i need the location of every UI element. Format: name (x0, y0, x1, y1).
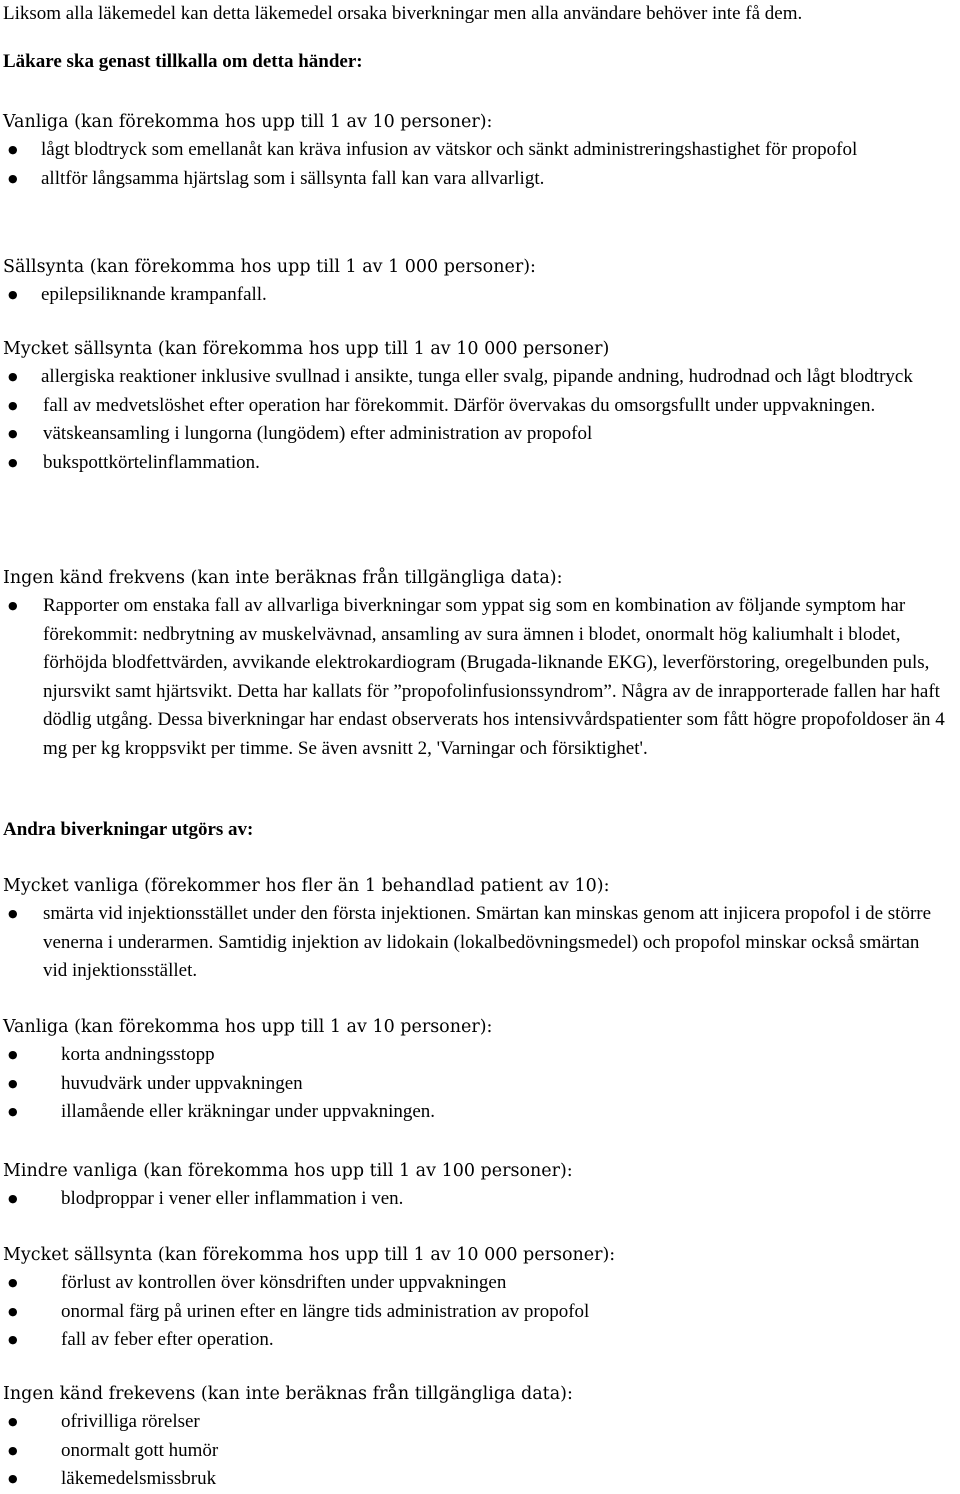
other-very-common-section (3, 872, 958, 986)
frequency-label: Mindre vanliga (kan förekomma hos upp till 1 av 100 personer): (3, 1161, 573, 1181)
list-item: ● allergiska reaktioner inklusive svullnad i ansikte, tunga eller svalg, pipande andning, hudrodnad och lågt blodtryck (3, 363, 958, 392)
list-item: ● lågt blodtryck som emellanåt kan kräva infusion av vätskor och sänkt administreringshastighet för propofol (3, 136, 958, 165)
list-item: ● fall av medvetslöshet efter operation har förekommit. Därför övervakas du omsorgsfullt under uppvakningen. (3, 392, 958, 421)
bullet-icon: ● (8, 1443, 18, 1457)
other-uncommon-section (3, 1157, 958, 1214)
bullet-icon: ● (8, 1192, 18, 1205)
list-item: ● Rapporter om enstaka fall av allvarliga biverkningar som yppat sig som en kombination av följande symptom har förekommit: nedbrytning av muskelvävnad, ansamling av sura ämnen i blodet, onormalt hög kaliumhalt i blodet, förhöjda blodfettvärden, avvikande elektrokardiogram (Brugada-liknande EKG), leverförstoring, oregelbunden puls, njursvikt samt hjärtsvikt. Detta har kallats för ”propofolinfusionssyndrom”. Några av de inrapporterade fallen har haft dödlig utgång. Dessa biverkningar har endast observerats hos intensivvårdspatienter som fått högre propofoldoser än 4 mg per kg kroppsvikt per timme. Se även avsnitt 2, 'Varningar och försiktighet'. (3, 592, 958, 763)
list-item: ● epilepsiliknande krampanfall. (3, 281, 958, 310)
list-item: ● onormalt gott humör (3, 1437, 958, 1466)
bullet-icon: ● (8, 171, 18, 185)
side-effect-list (3, 363, 958, 477)
serious-rare-section (3, 253, 958, 310)
frequency-label: Mycket sällsynta (kan förekomma hos upp till 1 av 10 000 personer) (3, 339, 610, 359)
side-effect-list (3, 136, 958, 193)
bullet-icon: ● (8, 1415, 18, 1428)
frequency-label: Mycket vanliga (förekommer hos fler än 1 behandlad patient av 10): (3, 876, 610, 896)
side-effect-list (3, 1269, 958, 1355)
bullet-icon: ● (8, 1048, 18, 1061)
intro-text: Liksom alla läkemedel kan detta läkemedel orsaka biverkningar men alla användare behöver inte få dem. (3, 3, 803, 24)
other-section (3, 816, 958, 844)
serious-section (3, 48, 958, 76)
bullet-icon: ● (8, 288, 18, 301)
serious-heading: Läkare ska genast tillkalla om detta händer: (3, 51, 363, 72)
bullet-icon: ● (8, 1276, 18, 1289)
bullet-icon: ● (8, 907, 18, 920)
list-item: ● blodproppar i vener eller inflammation i ven. (3, 1185, 958, 1214)
frequency-label: Sällsynta (kan förekomma hos upp till 1 av 1 000 personer): (3, 257, 536, 277)
frequency-label: Mycket sällsynta (kan förekomma hos upp till 1 av 10 000 personer): (3, 1245, 616, 1265)
bullet-icon: ● (8, 1304, 18, 1318)
serious-very-rare-section (3, 335, 958, 477)
list-item: ● smärta vid injektionsstället under den första injektionen. Smärtan kan minskas genom att injicera propofol i de större venerna i underarmen. Samtidig injektion av lidokain (lokalbedövningsmedel) och propofol minskar också smärtan vid injektionsstället. (3, 900, 958, 986)
side-effect-list (3, 281, 958, 310)
other-unknown-section (3, 1380, 958, 1494)
bullet-icon: ● (8, 1333, 18, 1346)
frequency-label: Vanliga (kan förekomma hos upp till 1 av 10 personer): (3, 1017, 493, 1037)
bullet-icon: ● (8, 455, 18, 469)
bullet-icon: ● (8, 599, 18, 612)
side-effect-list (3, 592, 958, 763)
frequency-label: Ingen känd frekvens (kan inte beräknas från tillgängliga data): (3, 568, 563, 588)
list-item: ● korta andningsstopp (3, 1041, 958, 1070)
list-item: ● läkemedelsmissbruk (3, 1465, 958, 1494)
list-item: ● huvudvärk under uppvakningen (3, 1070, 958, 1099)
bullet-icon: ● (8, 1076, 18, 1090)
bullet-icon: ● (8, 143, 18, 156)
list-item: ● förlust av kontrollen över könsdriften under uppvakningen (3, 1269, 958, 1298)
other-heading: Andra biverkningar utgörs av: (3, 819, 254, 840)
other-common-section (3, 1013, 958, 1127)
frequency-label: Vanliga (kan förekomma hos upp till 1 av 10 personer): (3, 112, 493, 132)
list-item: ● alltför långsamma hjärtslag som i sällsynta fall kan vara allvarligt. (3, 165, 958, 194)
side-effect-list (3, 1185, 958, 1214)
bullet-icon: ● (8, 398, 18, 412)
list-item: ● fall av feber efter operation. (3, 1326, 958, 1355)
list-item: ● ofrivilliga rörelser (3, 1408, 958, 1437)
serious-unknown-section (3, 564, 958, 763)
side-effect-list (3, 900, 958, 986)
list-item: ● onormal färg på urinen efter en längre tids administration av propofol (3, 1298, 958, 1327)
bullet-icon: ● (8, 1472, 18, 1485)
side-effect-list (3, 1041, 958, 1127)
list-item: ● bukspottkörtelinflammation. (3, 449, 958, 478)
list-item: ● illamående eller kräkningar under uppvakningen. (3, 1098, 958, 1127)
bullet-icon: ● (8, 427, 18, 440)
serious-common-section (3, 108, 958, 193)
frequency-label: Ingen känd frekevens (kan inte beräknas från tillgängliga data): (3, 1384, 573, 1404)
bullet-icon: ● (8, 370, 18, 383)
list-item: ● vätskeansamling i lungorna (lungödem) efter administration av propofol (3, 420, 958, 449)
bullet-icon: ● (8, 1105, 18, 1118)
other-very-rare-section (3, 1241, 958, 1355)
side-effect-list (3, 1408, 958, 1494)
